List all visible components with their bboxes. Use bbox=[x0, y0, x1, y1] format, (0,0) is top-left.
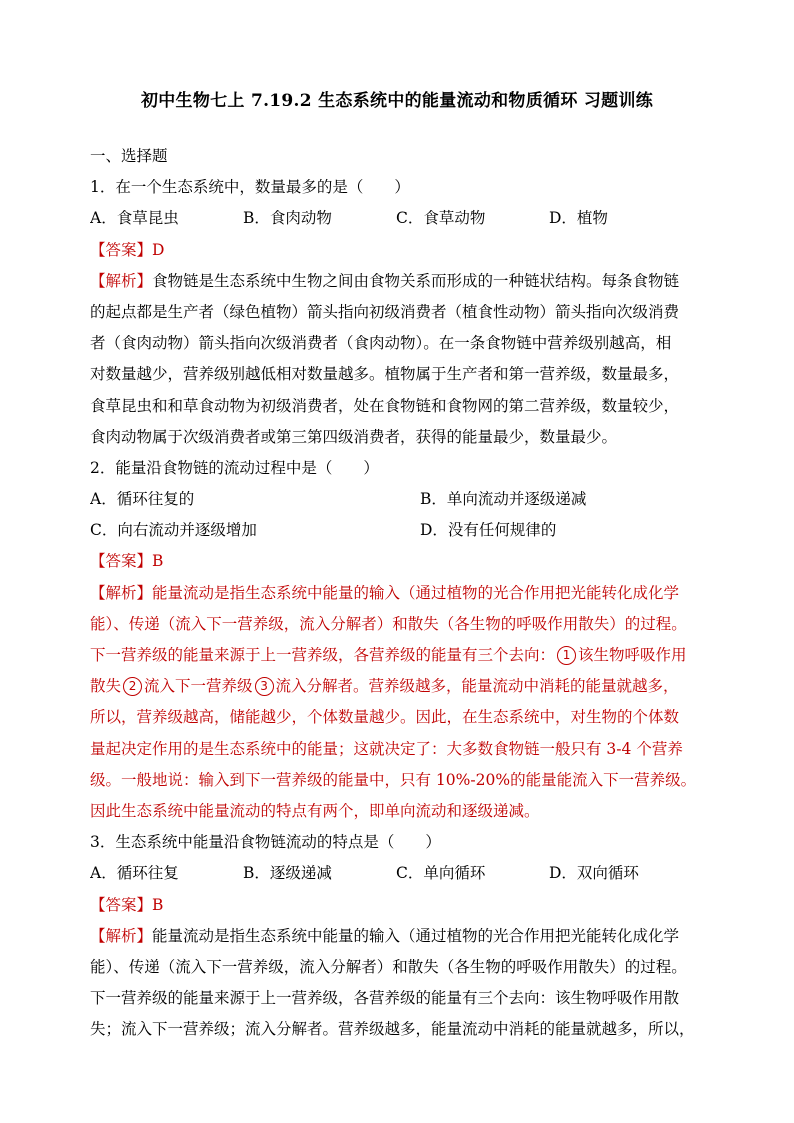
document-body bbox=[90, 141, 702, 1045]
question-3-answer bbox=[90, 890, 702, 921]
q3-analysis-line: 能）、传递（流入下一营养级，流入分解者）和散失（各生物的呼吸作用散失）的过程。 bbox=[90, 957, 687, 976]
answer-tag: 【答案】 bbox=[90, 552, 153, 571]
circled-number-1: 1 bbox=[557, 646, 576, 665]
q2-analysis-line: 下一营养级的能量来源于上一营养级，各营养级的能量有三个去向： 1 该生物呼吸作用 bbox=[90, 646, 687, 664]
page-title: 初中生物七上 7.19.2 生态系统中的能量流动和物质循环 习题训练 bbox=[140, 91, 654, 111]
q1-option-c: C．食草动物 bbox=[396, 209, 486, 228]
q2-option-c: C．向右流动并逐级增加 bbox=[90, 521, 257, 540]
question-3-stem: 3．生态系统中能量沿食物链流动的特点是（ ） bbox=[90, 833, 441, 852]
q3-analysis-line: 失；流入下一营养级；流入分解者。营养级越多，能量流动中消耗的能量就越多，所以， bbox=[90, 1020, 695, 1039]
question-3-options bbox=[90, 858, 702, 889]
analysis-tag: 【解析】 bbox=[90, 926, 153, 945]
q1-option-a: A．食草昆虫 bbox=[90, 209, 179, 228]
q1-option-d: D．植物 bbox=[549, 209, 608, 228]
q2-analysis-line: 因此生态系统中能量流动的特点有两个，即单向流动和逐级递减。 bbox=[90, 801, 540, 820]
q1-option-b: B．食肉动物 bbox=[243, 209, 332, 228]
question-1-answer bbox=[90, 235, 702, 266]
question-2-answer bbox=[90, 546, 702, 577]
q3-analysis-line: 【解析】能量流动是指生态系统中能量的输入（通过植物的光合作用把光能转化成化学 bbox=[90, 926, 680, 945]
q1-analysis-line: 的起点都是生产者（绿色植物）箭头指向初级消费者（植食性动物）箭头指向次级消费 bbox=[90, 302, 680, 321]
answer-tag: 【答案】 bbox=[90, 895, 153, 914]
q2-analysis-line: 量起决定作用的是生态系统中的能量；这就决定了：大多数食物链一般只有 3-4 个营养 bbox=[90, 739, 683, 758]
question-2-options-row-1 bbox=[90, 484, 702, 515]
q2-option-a: A．循环往复的 bbox=[90, 490, 195, 509]
analysis-tag: 【解析】 bbox=[90, 271, 153, 290]
q3-option-d: D．双向循环 bbox=[549, 864, 639, 883]
q2-analysis-line: 【解析】能量流动是指生态系统中能量的输入（通过植物的光合作用把光能转化成化学 bbox=[90, 583, 680, 602]
analysis-tag: 【解析】 bbox=[90, 583, 153, 602]
q1-analysis-line: 食肉动物属于次级消费者或第三第四级消费者，获得的能量最少，数量最少。 bbox=[90, 427, 618, 446]
section-heading: 一、选择题 bbox=[90, 147, 168, 165]
q2-analysis-line: 能）、传递（流入下一营养级，流入分解者）和散失（各生物的呼吸作用散失）的过程。 bbox=[90, 614, 687, 633]
q2-analysis-line: 散失 2 流入下一营养级 3 流入分解者。营养级越多，能量流动中消耗的能量就越多， bbox=[90, 677, 679, 696]
q3-analysis-line: 下一营养级的能量来源于上一营养级，各营养级的能量有三个去向：该生物呼吸作用散 bbox=[90, 989, 680, 1008]
circled-number-3: 3 bbox=[255, 677, 274, 696]
question-2-stem: 2．能量沿食物链的流动过程中是（ ） bbox=[90, 458, 379, 477]
q3-option-b: B．逐级递减 bbox=[243, 864, 332, 883]
answer-value: B bbox=[152, 895, 164, 914]
question-1-options bbox=[90, 203, 702, 234]
question-1-stem: 1．在一个生态系统中，数量最多的是（ ） bbox=[90, 178, 410, 197]
q2-option-b: B．单向流动并逐级递减 bbox=[420, 490, 587, 509]
q1-analysis-line: 食草昆虫和和草食动物为初级消费者，处在食物链和食物网的第二营养级，数量较少， bbox=[90, 396, 680, 415]
q3-option-c: C．单向循环 bbox=[396, 864, 486, 883]
q2-analysis-line: 级。一般地说：输入到下一营养级的能量中，只有 10%-20%的能量能流入下一营养级。 bbox=[90, 770, 697, 789]
circled-number-2: 2 bbox=[123, 677, 142, 696]
answer-tag: 【答案】 bbox=[90, 240, 153, 259]
q1-analysis-line: 【解析】食物链是生态系统中生物之间由食物关系而形成的一种链状结构。每条食物链 bbox=[90, 271, 680, 290]
q2-analysis-line: 所以，营养级越高，储能越少，个体数量越少。因此，在生态系统中，对生物的个体数 bbox=[90, 708, 680, 727]
q1-analysis-line: 对数量越少，营养级别越低相对数量越多。植物属于生产者和第一营养级，数量最多， bbox=[90, 365, 680, 384]
q1-analysis-line: 者（食肉动物）箭头指向次级消费者（食肉动物）。在一条食物链中营养级别越高，相 bbox=[90, 334, 672, 353]
answer-value: D bbox=[152, 240, 165, 259]
q3-option-a: A．循环往复 bbox=[90, 864, 179, 883]
answer-value: B bbox=[152, 552, 164, 571]
question-2-options-row-2 bbox=[90, 515, 702, 546]
q2-option-d: D．没有任何规律的 bbox=[420, 521, 557, 540]
